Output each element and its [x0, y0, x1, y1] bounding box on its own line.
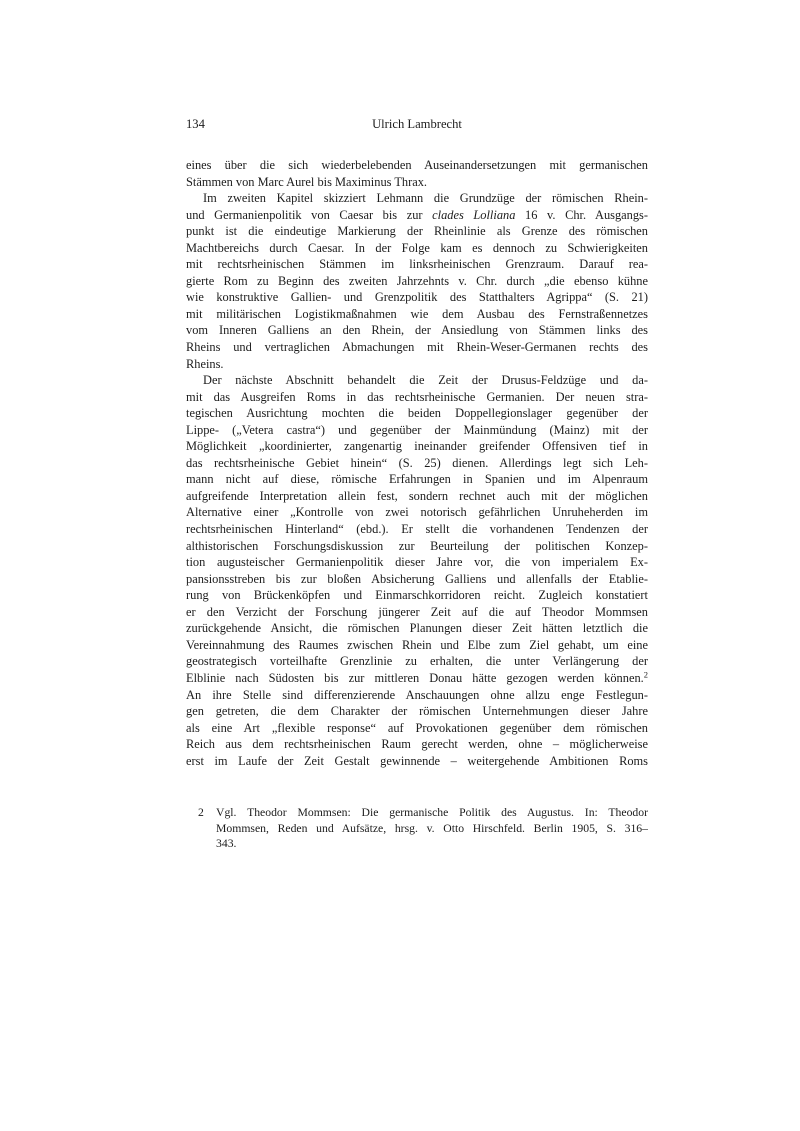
page-header [186, 116, 648, 132]
text-segment: und Germanienpolitik von Caesar bis zur [186, 207, 433, 222]
text-line: Rheins. [186, 356, 224, 371]
text-line: Vereinnahmung des Raumes zwischen Rhein und Elbe zum Ziel gehabt, um eine [186, 637, 648, 652]
text-line: mann nicht auf diese, römische Erfahrungen in Spanien und im Alpenraum [186, 472, 648, 487]
text-line: althistorischen Forschungsdiskussion zur Beurteilung der politischen Konzep- [186, 538, 648, 553]
text-segment: Elblinie nach Südosten bis zur mittleren Donau hätte gezogen werden können. [186, 670, 644, 685]
text-block [186, 116, 648, 852]
text-line: tegischen Ausrichtung mochten die beiden Doppellegionslager gegenüber der [186, 406, 648, 421]
text-line: 343. [216, 837, 237, 851]
text-line: das rechtsrheinische Gebiet hinein“ (S. 25) dienen. Allerdings legt sich Leh- [186, 455, 648, 470]
text-line: Im zweiten Kapitel skizziert Lehmann die Grundzüge der römischen Rhein- [203, 191, 648, 206]
footnote-number: 2 [198, 806, 204, 820]
text-line: wie konstruktive Gallien- und Grenzpolitik des Statthalters Agrippa“ (S. 21) [186, 290, 648, 305]
text-line: pansionsstreben bis zur bloßen Absicherung Galliens und allenfalls der Etablie- [186, 571, 648, 586]
page-number: 134 [186, 117, 205, 131]
text-line: zurückgehende Ansicht, die römischen Planungen dieser Zeit hätten letztlich die [186, 621, 648, 636]
text-line: gen getreten, die dem Charakter der römischen Unternehmungen dieser Jahre [186, 704, 648, 719]
text-line: Möglichkeit „koordinierter, zangenartig ineinander greifender Offensiven tief in [186, 439, 648, 454]
footnote-text [216, 805, 648, 852]
text-line: Alternative einer „Kontrolle von zwei notorisch gefährlichen Unruheherden im [186, 505, 648, 520]
text-line: Vgl. Theodor Mommsen: Die germanische Politik des Augustus. In: Theodor [216, 806, 648, 820]
text-line: vom Inneren Galliens an den Rhein, der Ansiedlung von Stämmen links des [186, 323, 648, 338]
text-line: Stämmen von Marc Aurel bis Maximinus Thrax. [186, 174, 428, 189]
text-line: Der nächste Abschnitt behandelt die Zeit der Drusus-Feldzüge und da- [203, 373, 648, 388]
text-line: Mommsen, Reden und Aufsätze, hrsg. v. Otto Hirschfeld. Berlin 1905, S. 316– [216, 821, 648, 835]
text-line: er den Verzicht der Forschung jüngerer Zeit auf die auf Theodor Mommsen [186, 604, 648, 619]
text-line: eines über die sich wiederbelebenden Auseinandersetzungen mit germanischen [186, 158, 648, 172]
italic-text: clades Lolliana [432, 207, 516, 222]
footnote [186, 805, 648, 852]
text-line: Machtbereichs durch Caesar. In der Folge kam es dennoch zu Schwierigkeiten [186, 240, 648, 255]
text-line: punkt ist die eindeutige Markierung der Rheinlinie als Grenze des römischen [186, 224, 648, 239]
text-line [186, 670, 648, 687]
text-line: rung von Brückenköpfen und Einmarschkorridoren reicht. Zugleich konstatiert [186, 588, 648, 603]
text-line: Lippe- („Vetera castra“) und gegenüber der Mainmündung (Mainz) mit der [186, 422, 648, 437]
text-segment: 16 v. Chr. Ausgangs- [515, 207, 648, 222]
text-line: rechtsrheinischen Hinterland“ (ebd.). Er stellt die vorhandenen Tendenzen der [186, 522, 648, 537]
text-line: tion augusteischer Germanienpolitik dieser Jahre vor, die von imperialem Ex- [186, 555, 648, 570]
text-line: An ihre Stelle sind differenzierende Anschauungen ohne allzu enge Festlegun- [186, 687, 648, 702]
body-text [186, 157, 648, 769]
text-line [186, 207, 648, 224]
text-line: mit das Ausgreifen Roms in das rechtsrheinische Germanien. Der neuen stra- [186, 389, 648, 404]
text-line: Reich aus dem rechtsrheinischen Raum gerecht werden, ohne – möglicherweise [186, 737, 648, 752]
text-line: geostrategisch vorteilhafte Grenzlinie zu erhalten, die unter Verlängerung der [186, 654, 648, 669]
text-line: gierte Rom zu Beginn des zweiten Jahrzehnts v. Chr. durch „die ebenso kühne [186, 273, 648, 288]
text-line: als eine Art „flexible response“ auf Provokationen gegenüber dem römischen [186, 720, 648, 735]
text-line: Rheins und vertraglichen Abmachungen mit Rhein-Weser-Germanen rechts des [186, 340, 648, 355]
text-line: mit rechtsrheinischen Stämmen im linksrheinischen Grenzraum. Darauf rea- [186, 257, 648, 272]
footnote-reference: 2 [643, 669, 648, 680]
text-line: aufgreifende Interpretation allein fest, sondern rechnet auch mit der möglichen [186, 488, 648, 503]
text-line: mit militärischen Logistikmaßnahmen wie dem Ausbau des Fernstraßennetzes [186, 306, 648, 321]
running-head: Ulrich Lambrecht [372, 117, 462, 131]
text-line: erst im Laufe der Zeit Gestalt gewinnende – weitergehende Ambitionen Roms [186, 753, 648, 768]
